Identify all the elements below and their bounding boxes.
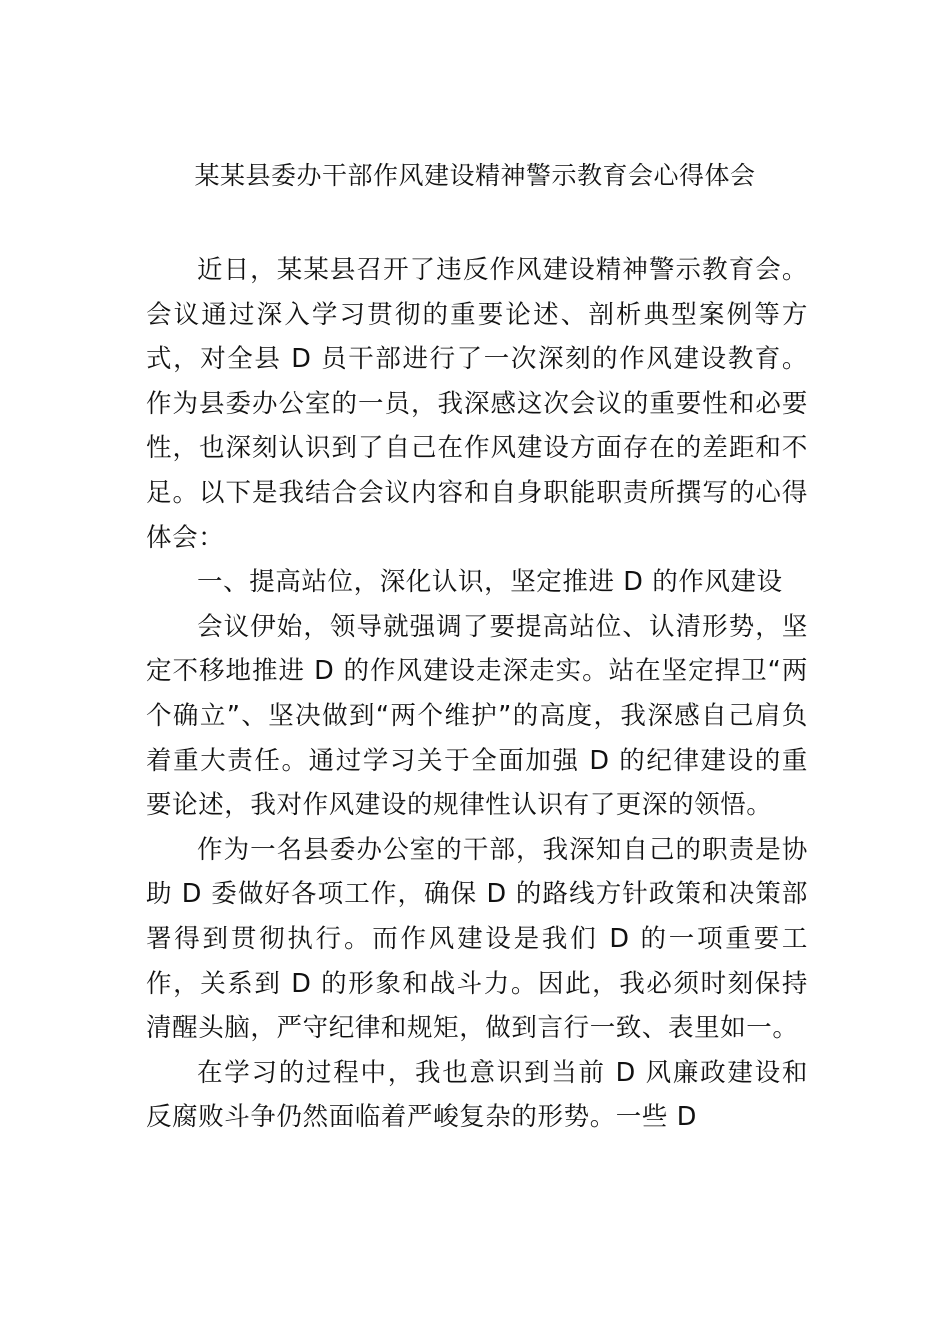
section-heading-1: 一、提高站位，深化认识，坚定推进 D 的作风建设 (197, 567, 783, 598)
paragraph-section-1-b: 作为一名县委办公室的干部，我深知自己的职责是协助 D 委做好各项工作，确保 D 的路线方针政策和决策部署得到贯彻执行。而作风建设是我们 D 的一项重要工作，关系到 D 的形象和战斗力。因此，我必须时刻保持清醒头脑，严守纪律和规矩，做到言行一致、表里如一。 (146, 834, 808, 1044)
paragraph-section-1-a: 会议伊始，领导就强调了要提高站位、认清形势，坚定不移地推进 D 的作风建设走深走实。站在坚定捍卫“两个确立”、坚决做到“两个维护”的高度，我深感自己肩负着重大责任。通过学习关于全面加强 D 的纪律建设的重要论述，我对作风建设的规律性认识有了更深的领悟。 (146, 611, 808, 821)
paragraph-intro: 近日，某某县召开了违反作风建设精神警示教育会。会议通过深入学习贯彻的重要论述、剖析典型案例等方式，对全县 D 员干部进行了一次深刻的作风建设教育。作为县委办公室的一员，我深感这次会议的重要性和必要性，也深刻认识到了自己在作风建设方面存在的差距和不足。以下是我结合会议内容和自身职能职责所撰写的心得体会： (146, 255, 808, 553)
paragraph-section-1-c: 在学习的过程中，我也意识到当前 D 风廉政建设和反腐败斗争仍然面临着严峻复杂的形势。一些 D (146, 1057, 808, 1133)
document-title: 某某县委办干部作风建设精神警示教育会心得体会 (194, 161, 756, 190)
document-body (146, 248, 808, 1140)
